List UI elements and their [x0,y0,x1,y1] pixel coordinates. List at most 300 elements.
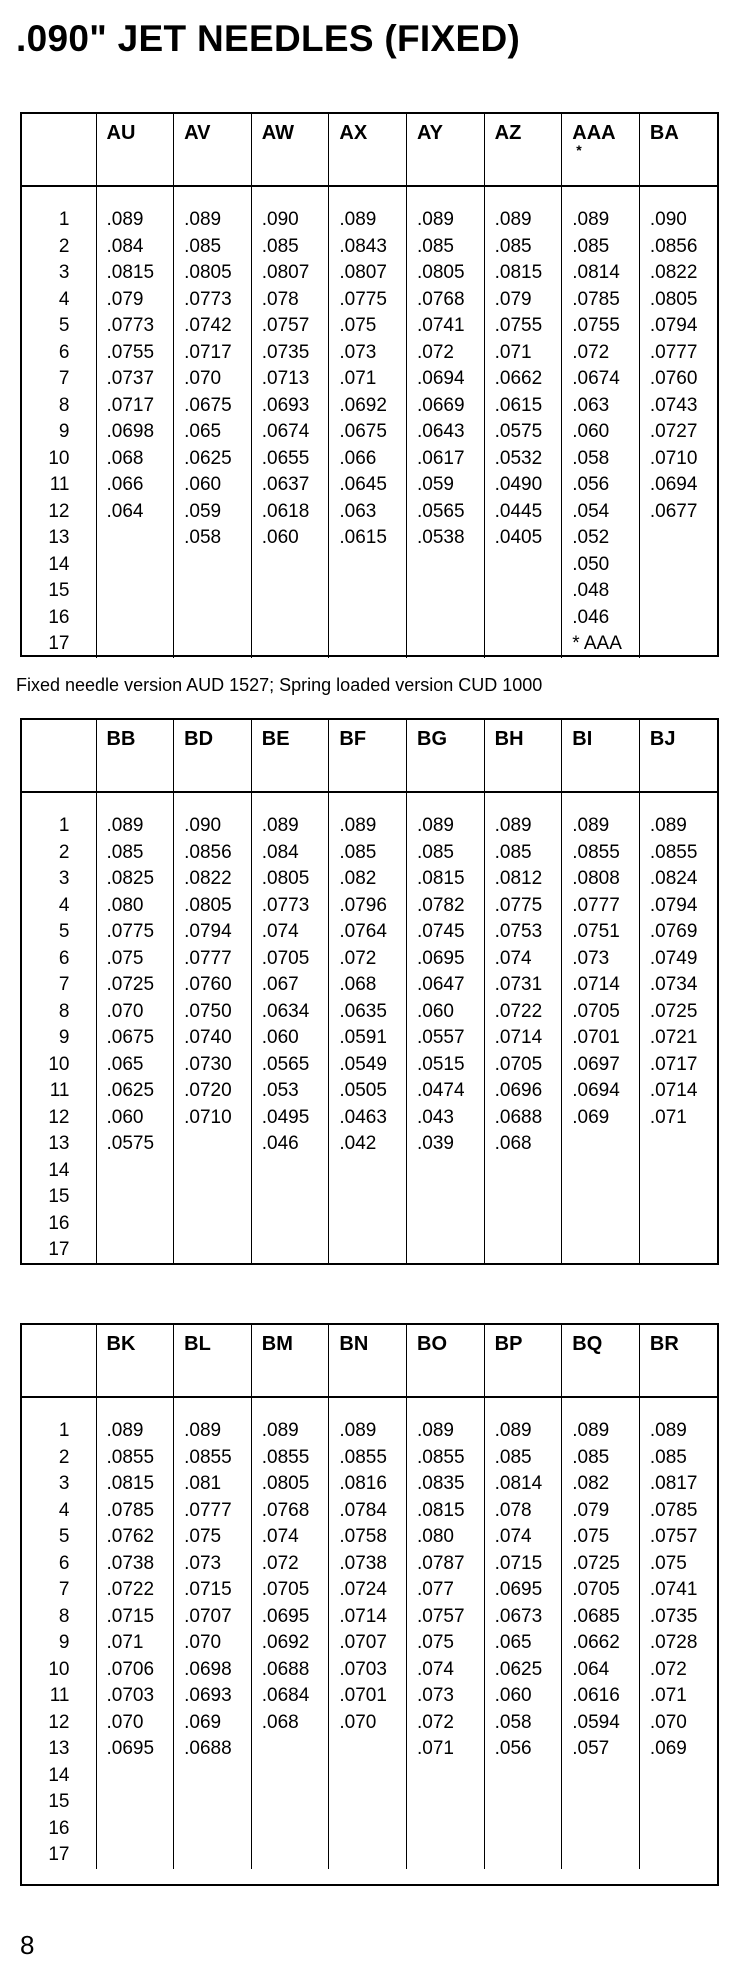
table-cell: .090 [649,209,687,230]
table-cell: .090 [184,815,222,836]
table-cell: .0538 [417,527,465,548]
table-cell: .072 [649,1658,687,1680]
table-cell: .0784 [339,1499,387,1521]
table-cell: .0643 [417,421,465,442]
table-cell: .068 [494,1133,532,1154]
table-cell: .0565 [261,1053,310,1075]
row-number: 14 [48,553,70,575]
column-header [484,1325,562,1397]
table-cell: .066 [339,447,377,469]
table-cell: .0705 [494,1053,543,1075]
table-cell: .0745 [417,921,465,942]
table-cell: .0768 [261,1499,310,1521]
table-cell: .060 [106,1106,144,1128]
table-cell: .0755 [572,315,620,336]
table-cell: .046 [261,1133,299,1154]
column-header [96,720,174,792]
value-column [407,186,485,658]
table-cell: .0735 [649,1605,698,1627]
row-number: 7 [58,974,70,995]
row-number: 16 [48,1212,70,1234]
value-column [407,1397,485,1869]
table-cell: .063 [339,500,377,522]
table-cell: .085 [494,841,532,863]
table-cell: .072 [417,341,454,363]
column-header-label: BR [649,1333,679,1355]
table-cell: .0815 [494,262,543,283]
column-header-label: BL [184,1333,211,1355]
table-cell: .0740 [184,1027,232,1048]
table-cell: .089 [572,1420,610,1441]
row-number-column [22,1397,96,1869]
table-cell: .071 [417,1738,454,1759]
table-cell: .0757 [261,315,310,336]
table-cell: .0594 [572,1711,620,1733]
table-cell: .060 [184,474,222,495]
table-cell: .089 [494,1420,532,1441]
table-cell: .0715 [184,1579,232,1600]
table-cell: .0835 [417,1473,465,1494]
row-number: 2 [58,841,70,863]
table-cell: .071 [649,1106,687,1128]
table-cell: .0637 [261,474,310,495]
table-cell: .069 [184,1711,222,1733]
table-cell: .057 [572,1738,610,1759]
table-cell: .085 [417,841,454,863]
table-cell: .0722 [494,1000,543,1022]
table-cell: .060 [494,1685,532,1706]
value-column [639,1397,717,1869]
table-cell: .0777 [649,341,698,363]
table-cell: .0808 [572,868,620,889]
table-cell: .0815 [106,262,155,283]
table-cell: .0722 [106,1579,155,1600]
row-number: 13 [48,1133,70,1154]
table-cell: .082 [339,868,377,889]
table-cell: .089 [417,209,454,230]
table-cell: .0855 [184,1446,232,1468]
table-cell: .0855 [339,1446,387,1468]
column-header [251,720,329,792]
table-cell: .0645 [339,474,387,495]
table-cell: .0725 [572,1552,620,1574]
row-number: 10 [48,1658,70,1680]
table-cell: .068 [261,1711,299,1733]
table-cell: .0615 [339,527,387,548]
table-cell: .069 [649,1738,687,1759]
table-cell: .0757 [649,1526,698,1547]
table-cell: .075 [184,1526,222,1547]
table-cell: .0692 [261,1632,310,1653]
column-header [407,720,485,792]
table-cell: .0715 [106,1605,155,1627]
table-cell: .0698 [106,421,155,442]
table-cell: .0816 [339,1473,387,1494]
row-number: 6 [58,947,70,969]
table-cell: .0768 [417,288,465,310]
table-cell: .0807 [261,262,310,283]
row-number: 14 [48,1764,70,1786]
table-cell: .0731 [494,974,543,995]
table-cell: .0693 [184,1685,232,1706]
table-cell: .0707 [339,1632,387,1653]
value-column [329,792,407,1264]
table-cell: .0701 [339,1685,387,1706]
value-column [639,186,717,658]
header-corner [22,720,96,792]
table-cell: .080 [417,1526,454,1547]
table-cell: .0703 [339,1658,387,1680]
table-cell: .0713 [261,368,310,389]
table-cell: .075 [339,315,377,336]
value-column [329,1397,407,1869]
table-cell: .0855 [106,1446,155,1468]
row-number: 12 [48,500,70,522]
table-cell: .085 [184,235,222,257]
table-cell: .071 [494,341,532,363]
table-cell: .0794 [649,315,698,336]
row-number: 15 [48,1791,70,1812]
table-cell: .071 [106,1632,144,1653]
table-cell: .0796 [339,894,387,916]
table-cell: .0717 [106,394,155,416]
table-cell: .056 [572,474,610,495]
table-cell: .080 [106,894,144,916]
table-cell: .073 [184,1552,222,1574]
table-cell: .0760 [649,368,698,389]
row-number: 7 [58,1579,70,1600]
table-cell: .060 [261,527,299,548]
table-cell: .0807 [339,262,387,283]
column-header [639,1325,717,1397]
table-cell: .0805 [649,288,698,310]
table-cell: .0710 [649,447,698,469]
table-cell: .075 [649,1552,687,1574]
table-cell: .074 [417,1658,454,1680]
row-number: 8 [58,1000,70,1022]
needle-table-2 [20,718,719,1265]
value-column [174,1397,252,1869]
table-cell: .073 [572,947,610,969]
table-cell: .085 [649,1446,687,1468]
header-row [22,1325,717,1397]
table-cell: .070 [106,1711,144,1733]
table-cell: .046 [572,606,610,628]
table-cell: .0669 [417,394,465,416]
table-cell: .0696 [494,1080,543,1101]
table-cell: * AAA [572,633,622,654]
table-cell: .0714 [339,1605,387,1627]
needle-size-table [22,720,717,1264]
value-column [251,1397,329,1869]
table-cell: .0705 [572,1000,620,1022]
table-cell: .0684 [261,1685,310,1706]
table-cell: .058 [572,447,610,469]
table-cell: .0753 [494,921,543,942]
table-cell: .073 [417,1685,454,1706]
table-cell: .0805 [261,1473,310,1494]
table-cell: .089 [494,209,532,230]
table-cell: .090 [261,209,299,230]
header-corner [22,1325,96,1397]
table-cell: .0787 [417,1552,465,1574]
table-cell: .0694 [417,368,465,389]
table-cell: .081 [184,1473,222,1494]
table-cell: .063 [572,394,610,416]
table-cell: .089 [649,815,687,836]
table-cell: .089 [261,815,299,836]
table-cell: .0634 [261,1000,310,1022]
table-cell: .0773 [261,894,310,916]
column-header-label: BB [106,728,136,750]
table-cell: .0843 [339,235,387,257]
table-cell: .0647 [417,974,465,995]
row-number: 12 [48,1711,70,1733]
row-number: 9 [58,1027,70,1048]
table-cell: .053 [261,1080,299,1101]
table-cell: .0675 [184,394,232,416]
table-cell: .085 [106,841,144,863]
table-cell: .070 [184,1632,222,1653]
column-header [174,1325,252,1397]
table-cell: .0720 [184,1080,232,1101]
table-cell: .0625 [184,447,232,469]
value-column [96,186,174,658]
row-number: 9 [58,421,70,442]
table-cell: .0710 [184,1106,232,1128]
row-number: 4 [58,894,70,916]
table-cell: .0824 [649,868,698,889]
row-number: 2 [58,1446,70,1468]
table-cell: .0721 [649,1027,698,1048]
table-cell: .0730 [184,1053,232,1075]
row-number: 16 [48,1817,70,1839]
table-cell: .0727 [649,421,698,442]
table-cell: .079 [572,1499,610,1521]
table-cell: .0674 [261,421,310,442]
row-number: 2 [58,235,70,257]
table-cell: .0714 [572,974,620,995]
table-cell: .0785 [106,1499,155,1521]
table-cell: .0445 [494,500,543,522]
column-header [562,720,640,792]
table-cell: .0617 [417,447,465,469]
table-cell: .0773 [184,288,232,310]
column-header [639,720,717,792]
table-cell: .0688 [261,1658,310,1680]
column-header [407,114,485,186]
table-cell: .0755 [494,315,543,336]
value-column [484,1397,562,1869]
row-number: 7 [58,368,70,389]
table-cell: .0405 [494,527,543,548]
table-cell: .0705 [261,1579,310,1600]
table-cell: .0565 [417,500,465,522]
table-cell: .0805 [184,262,232,283]
table-cell: .0760 [184,974,232,995]
table-cell: .0738 [106,1552,155,1574]
table-cell: .0757 [417,1605,465,1627]
table-cell: .039 [417,1133,454,1154]
table-cell: .077 [417,1579,454,1600]
table-cell: .0764 [339,921,387,942]
row-number: 9 [58,1632,70,1653]
value-column [251,186,329,658]
table-cell: .0777 [184,947,232,969]
column-header [174,114,252,186]
column-header [484,720,562,792]
column-header-label: AX [339,122,368,144]
table-cell: .071 [339,368,377,389]
table-cell: .078 [494,1499,532,1521]
row-number: 15 [48,1186,70,1207]
table-cell: .064 [572,1658,610,1680]
row-number: 10 [48,1053,70,1075]
table-cell: .075 [417,1632,454,1653]
table-cell: .089 [339,1420,377,1441]
table-cell: .0662 [494,368,543,389]
table-cell: .079 [106,288,144,310]
needle-table-3 [20,1323,719,1886]
table-cell: .0618 [261,500,310,522]
table-cell: .0782 [417,894,465,916]
table-cell: .0769 [649,921,698,942]
table-cell: .0692 [339,394,387,416]
row-number-column [22,792,96,1264]
table-cell: .072 [572,341,610,363]
table-cell: .0825 [106,868,155,889]
table-footnote: Fixed needle version AUD 1527; Spring loaded version CUD 1000 [16,675,543,695]
table-cell: .0741 [417,315,465,336]
table-cell: .0675 [106,1027,155,1048]
table-cell: .070 [339,1711,377,1733]
column-header-label: BG [417,728,447,750]
table-cell: .069 [572,1106,610,1128]
value-column [329,186,407,658]
value-column [562,792,640,1264]
table-cell: .0717 [649,1053,698,1075]
table-cell: .0758 [339,1526,387,1547]
table-cell: .0725 [106,974,155,995]
row-number: 17 [48,633,70,654]
table-cell: .0707 [184,1605,232,1627]
table-cell: .0822 [184,868,232,889]
table-cell: .0688 [494,1106,543,1128]
table-cell: .0751 [572,921,620,942]
data-row [22,1397,717,1869]
column-header [96,114,174,186]
table-cell: .0705 [572,1579,620,1600]
table-cell: .0715 [494,1552,543,1574]
table-cell: .0615 [494,394,543,416]
table-cell: .0575 [106,1133,155,1154]
row-number: 16 [48,606,70,628]
table-cell: .0695 [106,1738,155,1759]
table-cell: .0688 [184,1738,232,1759]
table-cell: .0855 [417,1446,465,1468]
table-cell: .089 [184,1420,222,1441]
table-cell: .0749 [649,947,698,969]
table-cell: .052 [572,527,610,548]
table-cell: .085 [494,235,532,257]
table-cell: .0737 [106,368,155,389]
table-cell: .0463 [339,1106,387,1128]
table-cell: .089 [494,815,532,836]
value-column [96,792,174,1264]
row-number: 3 [58,1473,70,1494]
row-number: 13 [48,1738,70,1759]
value-column [484,186,562,658]
table-cell: .0714 [649,1080,698,1101]
table-cell: .0794 [184,921,232,942]
column-header-label: BF [339,728,367,750]
row-number: 15 [48,580,70,601]
column-header [174,720,252,792]
row-number-column [22,186,96,658]
table-cell: .0735 [261,341,310,363]
row-number: 11 [49,1685,70,1706]
table-cell: .089 [649,1420,687,1441]
table-cell: .067 [261,974,299,995]
column-header-label: AAA [572,122,616,144]
table-cell: .042 [339,1133,377,1154]
row-number: 11 [49,474,70,495]
table-cell: .085 [494,1446,532,1468]
table-cell: .0662 [572,1632,620,1653]
table-cell: .0777 [572,894,620,916]
value-column [484,792,562,1264]
page-title: .090" JET NEEDLES (FIXED) [16,18,521,59]
table-cell: .065 [494,1632,532,1653]
column-header-label: BH [494,728,524,750]
value-column [407,792,485,1264]
table-cell: .0717 [184,341,232,363]
row-number: 3 [58,262,70,283]
table-cell: .065 [106,1053,144,1075]
column-header-marker: * [576,142,582,158]
table-cell: .0762 [106,1526,155,1547]
table-cell: .0495 [261,1106,310,1128]
table-cell: .0625 [494,1658,543,1680]
column-header-label: BK [106,1333,136,1355]
column-header [562,1325,640,1397]
table-cell: .070 [649,1711,687,1733]
table-cell: .059 [417,474,454,495]
table-cell: .0741 [649,1579,698,1600]
column-header [639,114,717,186]
table-cell: .0855 [261,1446,310,1468]
table-cell: .060 [261,1027,299,1048]
table-cell: .054 [572,500,610,522]
column-header-label: BE [261,728,290,750]
column-header [407,1325,485,1397]
table-cell: .075 [572,1526,610,1547]
needle-size-table [22,114,717,658]
table-cell: .079 [494,288,532,310]
row-number: 8 [58,394,70,416]
table-cell: .060 [417,1000,454,1022]
column-header [329,114,407,186]
table-cell: .0694 [572,1080,620,1101]
table-cell: .0693 [261,394,310,416]
row-number: 1 [58,1420,70,1441]
table-cell: .0805 [261,868,310,889]
row-number: 1 [58,815,70,836]
table-cell: .0474 [417,1080,465,1101]
table-cell: .072 [261,1552,299,1574]
table-cell: .070 [106,1000,144,1022]
table-cell: .0815 [106,1473,155,1494]
